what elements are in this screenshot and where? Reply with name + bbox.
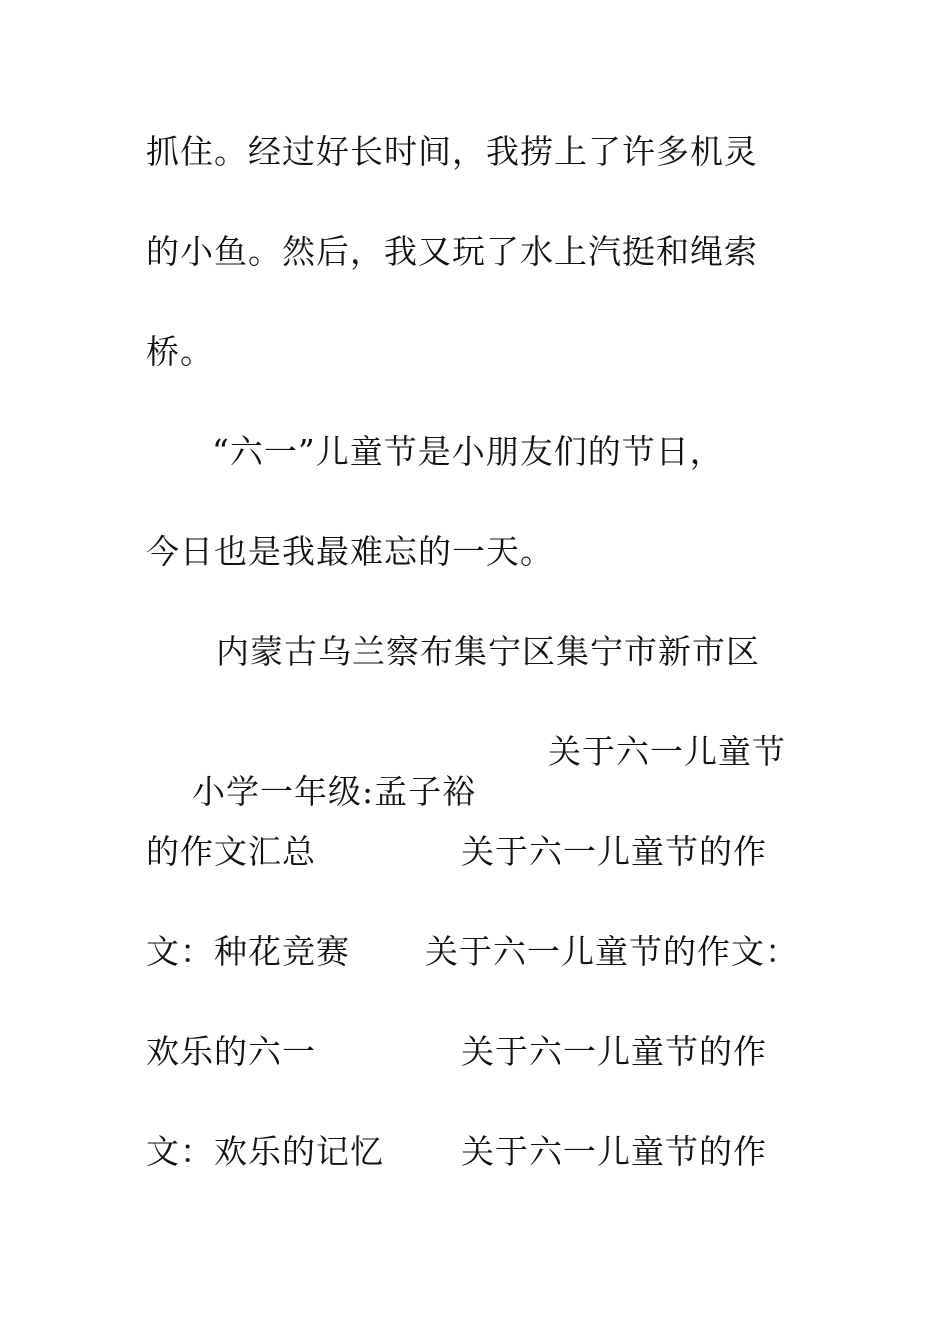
paragraph-line-2: 的小鱼。然后，我又玩了水上汽挺和绳索 bbox=[146, 232, 758, 271]
related-link-3-part-2[interactable]: 欢乐的六一 bbox=[146, 1032, 316, 1071]
paragraph-line-6: 内蒙古乌兰察布集宁区集宁市新市区 bbox=[216, 632, 760, 671]
paragraph-line-3: 桥。 bbox=[146, 332, 214, 371]
author-text: 小学一年级:孟子裕 bbox=[191, 772, 477, 811]
related-link-1-part-1[interactable]: 关于六一儿童节 bbox=[548, 732, 786, 771]
paragraph-line-4: “六一”儿童节是小朋友们的节日， bbox=[212, 432, 724, 471]
related-link-2-part-2[interactable]: 文：种花竞赛 bbox=[146, 932, 350, 971]
related-link-5-part-1[interactable]: 关于六一儿童节的作 bbox=[461, 1132, 767, 1171]
related-link-4-part-1[interactable]: 关于六一儿童节的作 bbox=[461, 1032, 767, 1071]
paragraph-line-5: 今日也是我最难忘的一天。 bbox=[146, 532, 554, 571]
related-link-4-part-2[interactable]: 文：欢乐的记忆 bbox=[146, 1132, 384, 1171]
related-link-3-part-1[interactable]: 关于六一儿童节的作文： bbox=[425, 932, 799, 971]
related-link-1-part-2[interactable]: 的作文汇总 bbox=[146, 832, 316, 871]
paragraph-line-1: 抓住。经过好长时间，我捞上了许多机灵 bbox=[146, 132, 758, 171]
related-link-2-part-1[interactable]: 关于六一儿童节的作 bbox=[461, 832, 767, 871]
